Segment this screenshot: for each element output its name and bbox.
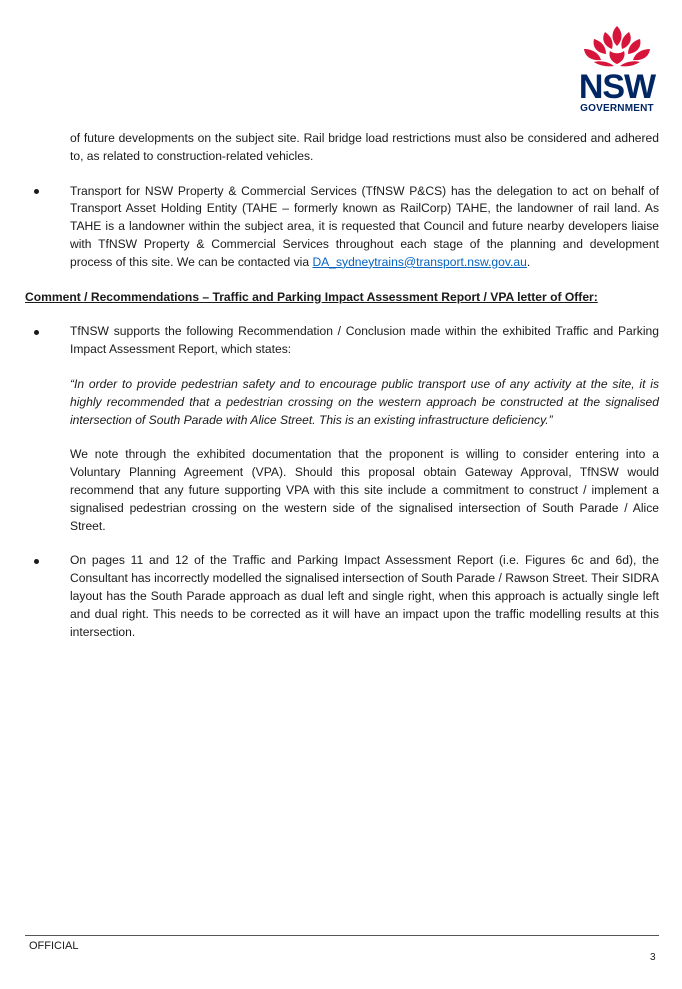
paragraph-text: Transport for NSW Property & Commercial Services (TfNSW P&CS) has the delegation to act on behalf of Transport Asset Holding Entity (TAHE – formerly known as RailCorp) TAHE, the landowner of rail land. As TAHE is a landowner within the subject area, it is requested that Council and future nearby developers liaise with TfNSW Property & Commercial Services throughout each stage of the planning and development process of this site. We can be contacted via (70, 183, 659, 269)
paragraph-sidra-layout: On pages 11 and 12 of the Traffic and Parking Impact Assessment Report (i.e. Figures 6c and 6d), the Consultant has incorrectly modelled the signalised intersection of South Parade / Rawson Street. Their SIDRA layout has the South Parade approach as dual left and single right, when this approach is actually single left and dual right. This needs to be corrected as it will have an impact upon the traffic modelling results at this intersection. (70, 553, 659, 639)
page-number: 3 (650, 952, 656, 963)
paragraph-tfnsw-property (70, 183, 659, 272)
footer-classification: OFFICIAL (29, 940, 79, 952)
bullet-tfnsw-supports (25, 323, 659, 359)
document-body (25, 130, 659, 641)
bullet-icon (34, 330, 39, 335)
bullet-icon (34, 559, 39, 564)
paragraph-vpa: We note through the exhibited documentation that the proponent is willing to consider entering into a Voluntary Planning Agreement (VPA). Should this proposal obtain Gateway Approval, TfNSW would recommend that any future supporting VPA with this site include a commitment to construct / implement a signalised pedestrian crossing on the western side of the signalised intersection of South Parade / Alice Street. (70, 447, 659, 533)
nsw-government-logo (574, 24, 660, 114)
paragraph-text-end: . (526, 254, 531, 269)
logo-government-text: GOVERNMENT (580, 103, 654, 114)
bullet-tfnsw-property (25, 183, 659, 272)
logo-nsw-text: NSW (578, 68, 656, 106)
quote-recommendation: “In order to provide pedestrian safety and to encourage public transport use of any activity at the site, it is highly recommended that a pedestrian crossing on the western approach be constructed at the signalised intersection of South Parade with Alice Street. This is an existing infrastructure deficiency.” (70, 376, 659, 427)
waratah-icon (574, 24, 660, 74)
bullet-icon (34, 189, 39, 194)
paragraph-tfnsw-supports: TfNSW supports the following Recommendation / Conclusion made within the exhibited Traffic and Parking Impact Assessment Report, which states: (70, 324, 659, 357)
section-heading: Comment / Recommendations – Traffic and Parking Impact Assessment Report / VPA letter of Offer: (25, 289, 598, 304)
contact-email-link[interactable]: DA_sydneytrains@transport.nsw.gov.au (312, 254, 527, 269)
paragraph-bridge-restrictions: of future developments on the subject site. Rail bridge load restrictions must also be considered and adhered to, as related to construction-related vehicles. (70, 131, 659, 163)
footer-divider (25, 935, 659, 936)
bullet-sidra-layout (25, 552, 659, 641)
